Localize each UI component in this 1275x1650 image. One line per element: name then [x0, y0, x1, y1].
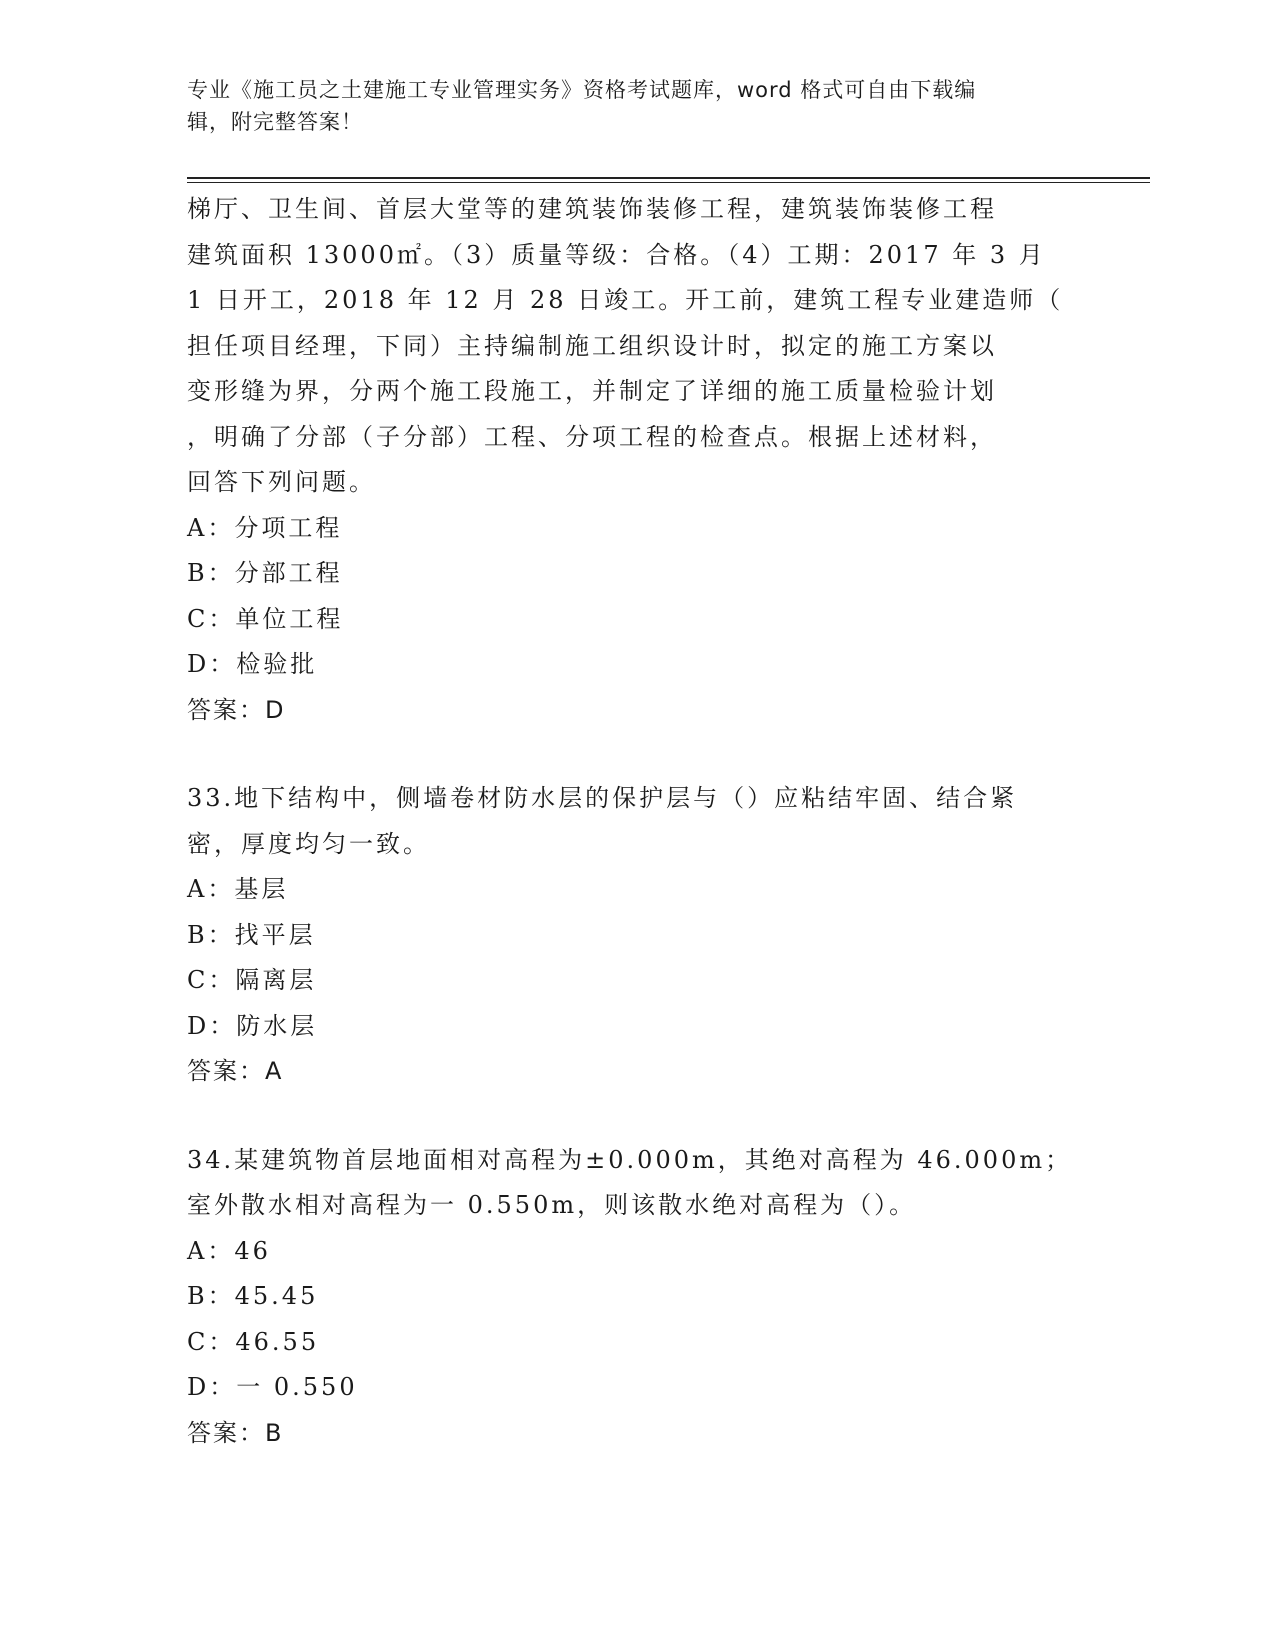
option-b: [187, 1274, 1067, 1320]
answer-line: 答案：D: [187, 695, 286, 724]
question-text-line: 担任项目经理，下同）主持编制施工组织设计时，拟定的施工方案以: [187, 331, 997, 360]
option-text: 46: [234, 1236, 271, 1265]
question-text-line: 34.某建筑物首层地面相对高程为±0.000m，其绝对高程为 46.000m；: [187, 1145, 1073, 1174]
option-key: A：: [187, 1236, 235, 1265]
option-key: A：: [187, 875, 235, 903]
document-header: [187, 74, 1067, 138]
option-key: C：: [187, 1327, 236, 1356]
spacer: [187, 1095, 1067, 1138]
option-key: B：: [187, 559, 235, 587]
question-33: [187, 776, 1067, 1095]
option-text: 46.55: [235, 1327, 320, 1356]
option-b: [187, 913, 1067, 959]
question-text-line: 室外散水相对高程为一 0.550m，则该散水绝对高程为（）。: [187, 1191, 917, 1219]
question-text-line: ，明确了分部（子分部）工程、分项工程的检查点。根据上述材料，: [187, 422, 997, 451]
option-key: D：: [187, 1373, 237, 1401]
option-text: 分项工程: [234, 513, 343, 542]
option-text: 检验批: [236, 650, 318, 678]
document-body: [187, 187, 1073, 1456]
option-c: [187, 958, 1067, 1004]
option-a: [187, 867, 1067, 913]
option-d: [187, 642, 1067, 688]
option-key: A：: [187, 513, 235, 542]
option-d: [187, 1004, 1067, 1050]
option-text: 隔离层: [235, 966, 317, 994]
option-text: 单位工程: [235, 604, 344, 633]
option-a: [187, 1229, 1067, 1275]
option-key: C：: [187, 966, 236, 994]
answer-line: 答案：A: [187, 1057, 284, 1085]
option-key: D：: [187, 1011, 237, 1040]
question-text-line: 33.地下结构中，侧墙卷材防水层的保护层与（）应粘结牢固、结合紧: [187, 784, 1018, 812]
option-text: 基层: [234, 875, 289, 903]
question-34: [187, 1138, 1073, 1457]
option-text: 一 0.550: [236, 1373, 358, 1401]
question-32: [187, 187, 1067, 733]
question-text-line: 变形缝为界，分两个施工段施工，并制定了详细的施工质量检验计划: [187, 377, 997, 405]
option-key: D：: [187, 650, 237, 678]
option-text: 45.45: [234, 1282, 319, 1310]
header-line-2: 辑，附完整答案！: [187, 110, 363, 134]
option-text: 找平层: [234, 920, 316, 949]
option-d: [187, 1365, 1067, 1411]
option-b: [187, 551, 1067, 597]
question-text-line: 梯厅、卫生间、首层大堂等的建筑装饰装修工程，建筑装饰装修工程: [187, 195, 997, 223]
spacer: [187, 733, 1067, 776]
question-text-line: 1 日开工，2018 年 12 月 28 日竣工。开工前，建筑工程专业建造师（: [187, 286, 1064, 314]
header-line-1: 专业《施工员之土建施工专业管理实务》资格考试题库，word 格式可自由下载编: [187, 78, 977, 102]
question-text-line: 回答下列问题。: [187, 468, 376, 496]
option-c: [187, 597, 1067, 643]
option-a: [187, 506, 1067, 552]
header-divider-thin: [187, 182, 1150, 183]
option-key: C：: [187, 604, 236, 633]
answer-line: 答案：B: [187, 1418, 284, 1447]
option-text: 防水层: [236, 1011, 318, 1040]
header-divider: [187, 177, 1150, 179]
question-text-line: 建筑面积 13000㎡。（3）质量等级：合格。（4）工期：2017 年 3 月: [187, 240, 1046, 269]
option-key: B：: [187, 1282, 235, 1310]
option-key: B：: [187, 920, 235, 949]
question-text-line: 密，厚度均匀一致。: [187, 829, 430, 858]
option-c: [187, 1320, 1067, 1366]
option-text: 分部工程: [234, 559, 343, 587]
